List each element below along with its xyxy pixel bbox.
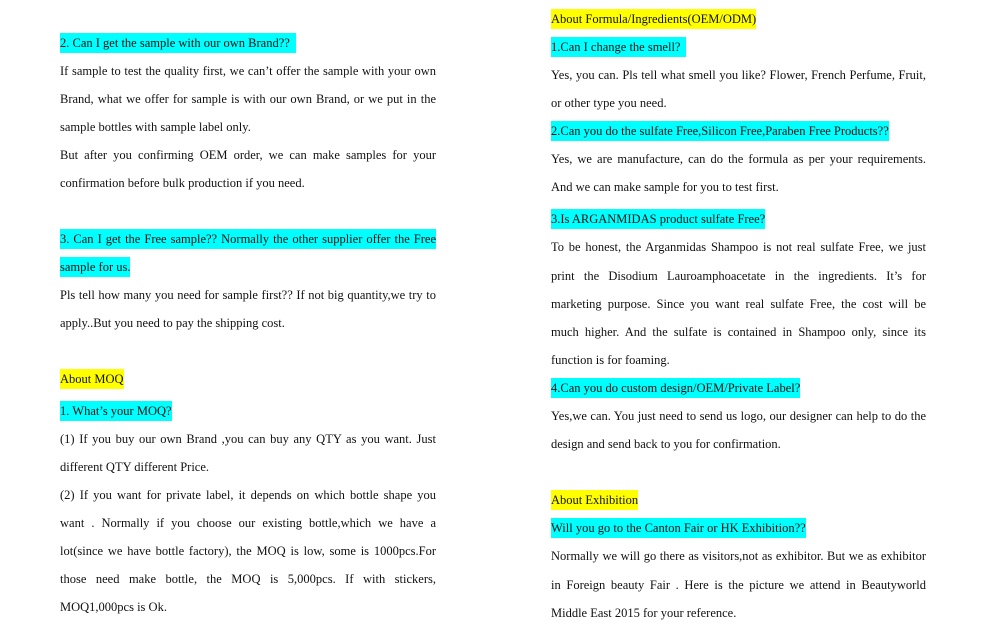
moq-section-title: About MOQ (60, 369, 436, 389)
f3-text-line: marketing purpose. Since you want real sulfate Free, the cost will be (551, 297, 926, 311)
q2-text-line: confirmation before bulk production if you need. (60, 176, 305, 190)
f1-text-line: or other type you need. (551, 96, 667, 110)
q3-heading-line: 3. Can I get the Free sample?? Normally the other supplier offer the Free (60, 229, 436, 249)
f4-heading: 4.Can you do custom design/OEM/Private Label? (551, 378, 926, 398)
f3-text-line: print the Disodium Lauroamphoacetate in the ingredients. It’s for (551, 269, 926, 283)
moq-text-line: different QTY different Price. (60, 460, 210, 474)
f2-text-line: Yes, we are manufacture, can do the formula as per your requirements. (551, 152, 926, 166)
exhibit-text-line: in Foreign beauty Fair . Here is the picture we attend in Beautyworld (551, 578, 926, 592)
q3-heading-line: sample for us. (60, 257, 436, 277)
moq-text-line: those need make bottle, the MOQ is 5,000pcs. If with stickers, (60, 572, 436, 586)
f2-text-line: And we can make sample for you to test first. (551, 180, 779, 194)
f2-heading: 2.Can you do the sulfate Free,Silicon Free,Paraben Free Products?? (551, 121, 926, 141)
moq-text-line: (2) If you want for private label, it depends on which bottle shape you (60, 488, 436, 502)
moq-text-line: (1) If you buy our own Brand ,you can buy any QTY as you want. Just (60, 432, 436, 446)
q2-heading: 2. Can I get the sample with our own Brand?? (60, 33, 436, 53)
q2-text-line: If sample to test the quality first, we can’t offer the sample with your own (60, 64, 436, 78)
formula-section-title: About Formula/Ingredients(OEM/ODM) (551, 9, 926, 29)
moq-text-line: MOQ1,000pcs is Ok. (60, 600, 167, 614)
f3-heading: 3.Is ARGANMIDAS product sulfate Free? (551, 209, 926, 229)
f4-text-line: design and send back to you for confirmation. (551, 437, 781, 451)
exhibit-text-line: Normally we will go there as visitors,not as exhibitor. But we as exhibitor (551, 549, 926, 563)
exhibit-section-title: About Exhibition (551, 490, 926, 510)
f4-text-line: Yes,we can. You just need to send us logo, our designer can help to do the (551, 409, 926, 423)
q3-text-line: Pls tell how many you need for sample first?? If not big quantity,we try to (60, 288, 436, 302)
q2-text-line: But after you confirming OEM order, we can make samples for your (60, 148, 436, 162)
q2-text-line: sample bottles with sample label only. (60, 120, 251, 134)
moq-text-line: want . Normally if you choose our existing bottle,which we have a (60, 516, 436, 530)
moq-text-line: lot(since we have bottle factory), the MOQ is low, some is 1000pcs.For (60, 544, 436, 558)
exhibit-heading: Will you go to the Canton Fair or HK Exhibition?? (551, 518, 926, 538)
f3-text-line: much higher. And the sulfate is contained in Shampoo only, since its (551, 325, 926, 339)
q3-text-line: apply..But you need to pay the shipping cost. (60, 316, 285, 330)
f3-text-line: function is for foaming. (551, 353, 670, 367)
f1-heading: 1.Can I change the smell? (551, 37, 926, 57)
q2-text-line: Brand, what we offer for sample is with our own Brand, or we put in the (60, 92, 436, 106)
f3-text-line: To be honest, the Arganmidas Shampoo is not real sulfate Free, we just (551, 240, 926, 254)
f1-text-line: Yes, you can. Pls tell what smell you like? Flower, French Perfume, Fruit, (551, 68, 926, 82)
moq-heading: 1. What’s your MOQ? (60, 401, 436, 421)
exhibit-text-line: Middle East 2015 for your reference. (551, 606, 737, 620)
